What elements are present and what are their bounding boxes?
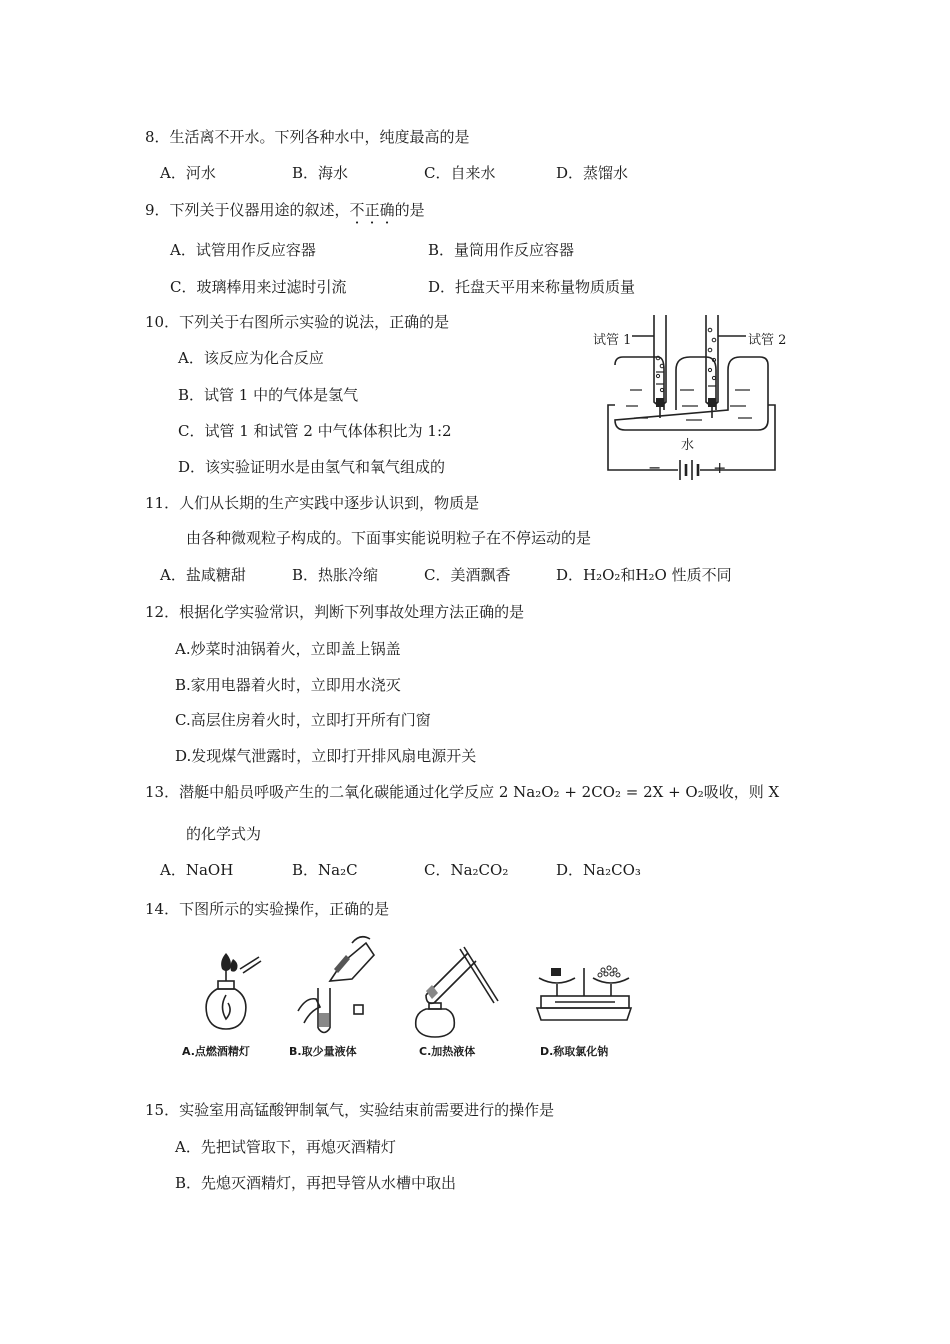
q8-option-d: D．蒸馏水: [556, 164, 629, 182]
q9-option-b: B．量筒用作反应容器: [428, 241, 575, 259]
figure-d-balance: [535, 958, 635, 1033]
q9-stem-after: 的是: [394, 201, 425, 219]
q11-option-b: B．热胀冷缩: [292, 566, 379, 584]
q15-option-b: B．先熄灭酒精灯，再把导管从水槽中取出: [175, 1174, 457, 1192]
label-tube-1: 试管 1: [593, 333, 632, 348]
q13-option-c: C．Na₂CO₂: [424, 861, 509, 879]
q12-option-a: A.炒菜时油锅着火，立即盖上锅盖: [175, 640, 401, 658]
q11-option-c: C．美酒飘香: [424, 566, 511, 584]
q9-emph-3: 确: [379, 201, 395, 219]
caption-c: C.加热液体: [419, 1045, 476, 1058]
q13-option-a: A．NaOH: [160, 861, 234, 879]
q8-option-a: A．河水: [160, 164, 216, 182]
label-water: 水: [681, 438, 695, 453]
q8-option-c: C．自来水: [424, 164, 496, 182]
q9-option-d: D．托盘天平用来称量物质质量: [428, 278, 636, 296]
q15-option-a: A．先把试管取下，再熄灭酒精灯: [175, 1138, 396, 1156]
q13-option-d: D．Na₂CO₃: [556, 861, 641, 879]
figure-b-pour-liquid: [290, 933, 380, 1043]
q12-option-b: B.家用电器着火时，立即用水浇灭: [175, 676, 401, 694]
q9-stem: [145, 200, 425, 220]
q10-option-c: C．试管 1 和试管 2 中气体体积比为 1:2: [178, 422, 452, 440]
caption-d: D.称取氯化钠: [540, 1045, 609, 1058]
electrolysis-apparatus: [590, 310, 790, 485]
q14-stem: 14．下图所示的实验操作，正确的是: [145, 900, 390, 918]
q10-stem: 10．下列关于右图所示实验的说法，正确的是: [145, 313, 450, 331]
q15-stem: 15．实验室用高锰酸钾制氧气，实验结束前需要进行的操作是: [145, 1101, 555, 1119]
q13-option-b: B．Na₂C: [292, 861, 358, 879]
q10-option-a: A．该反应为化合反应: [178, 349, 324, 367]
q13-stem-line2: 的化学式为: [186, 825, 262, 843]
label-tube-2: 试管 2: [748, 333, 787, 348]
label-plus: +: [713, 458, 727, 477]
q8-stem: 8．生活离不开水。下列各种水中，纯度最高的是: [145, 128, 470, 146]
caption-b: B.取少量液体: [289, 1045, 357, 1058]
q12-option-c: C.高层住房着火时，立即打开所有门窗: [175, 711, 431, 729]
figure-a-alcohol-lamp: [195, 945, 265, 1040]
q9-option-a: A．试管用作反应容器: [170, 241, 316, 259]
q11-stem-line1: 11．人们从长期的生产实践中逐步认识到，物质是: [145, 494, 480, 512]
q13-stem-line1: 13．潜艇中船员呼吸产生的二氧化碳能通过化学反应 2 Na₂O₂ + 2CO₂ = 2X + O₂吸收，则 X: [145, 783, 780, 801]
q10-option-d: D．该实验证明水是由氢气和氧气组成的: [178, 458, 446, 476]
q11-stem-line2: 由各种微观粒子构成的。下面事实能说明粒子在不停运动的是: [186, 529, 592, 547]
q8-option-b: B．海水: [292, 164, 349, 182]
q11-option-a: A．盐咸糖甜: [160, 566, 246, 584]
figure-c-heat-liquid: [410, 943, 500, 1043]
q9-option-c: C．玻璃棒用来过滤时引流: [170, 278, 347, 296]
q9-emph-1: 不: [349, 201, 365, 219]
q9-emph-2: 正: [364, 201, 380, 219]
q11-option-d: D．H₂O₂和H₂O 性质不同: [556, 566, 732, 584]
q10-option-b: B．试管 1 中的气体是氢气: [178, 386, 359, 404]
q12-option-d: D.发现煤气泄露时，立即打开排风扇电源开关: [175, 747, 477, 765]
caption-a: A.点燃酒精灯: [182, 1045, 250, 1058]
label-minus: −: [648, 458, 662, 477]
q9-stem-before: 9．下列关于仪器用途的叙述，: [145, 201, 350, 219]
q12-stem: 12．根据化学实验常识，判断下列事故处理方法正确的是: [145, 603, 525, 621]
